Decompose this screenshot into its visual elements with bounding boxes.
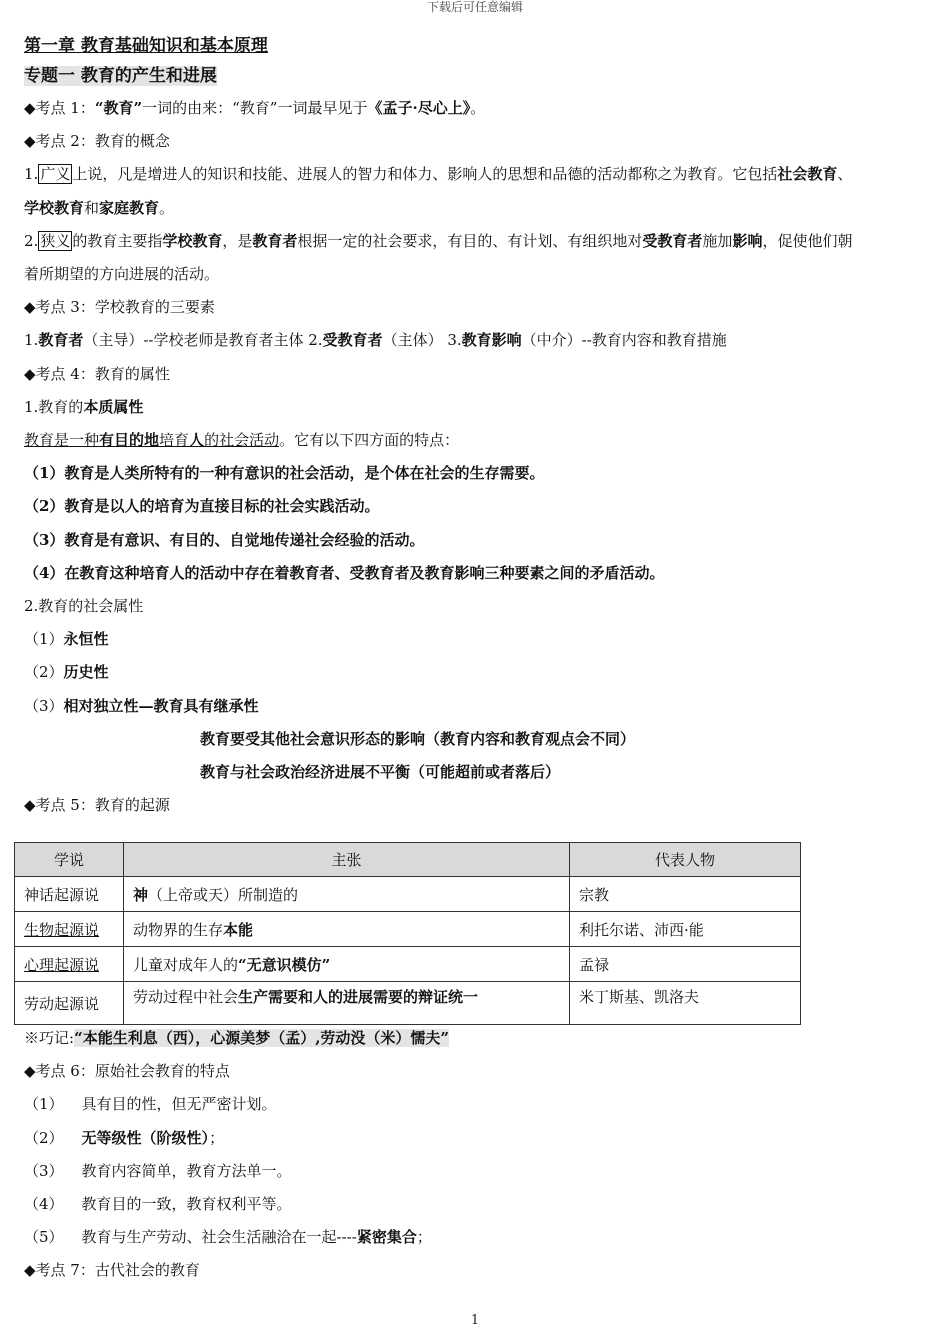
chapter-title: 第一章 教育基础知识和基本原理 [24,36,268,56]
after-table-section [24,1022,929,1288]
primitive-item-4: （4） 教育目的一致，教育权利平等。 [24,1195,292,1214]
primitive-item-3: （3） 教育内容简单，教育方法单一。 [24,1161,292,1180]
point-3-heading: ◆考点 3：学校教育的三要素 [24,298,215,317]
theory-cell: 劳动起源说 [15,982,124,1025]
page-header: 下载后可任意编辑 [426,0,523,14]
feature-2: （2）教育是以人的培育为直接目标的社会实践活动。 [24,497,380,516]
table-header-row [15,843,801,877]
header-people: 代表人物 [570,843,801,877]
table-row [15,982,801,1025]
table-row [15,947,801,982]
primitive-item-1: （1） 具有目的性，但无严密计划。 [24,1095,277,1114]
primitive-item-5: （5） 教育与生产劳动、社会生活融洽在一起----紧密集合； [24,1228,432,1247]
feature-1: （1）教育是人类所特有的一种有意识的社会活动，是个体在社会的生存需要。 [24,464,545,483]
origin-theories-table [14,842,801,1025]
people-cell: 宗教 [570,877,801,912]
narrow-definition-cont: 着所期望的方向进展的活动。 [24,265,220,284]
primitive-item-2: （2） 无等级性（阶级性）； [24,1128,225,1147]
document-page [24,32,929,1280]
education-definition: 教育是一种有目的地培育人的社会活动。它有以下四方面的特点： [24,431,460,450]
social-attr-3-detail-2: 教育与社会政治经济进展不平衡（可能超前或者落后） [200,763,561,782]
social-attr-2: （2）历史性 [24,663,109,682]
social-attr-3: （3）相对独立性—教育具有继承性 [24,696,259,715]
topic-title: 专题一 教育的产生和进展 [24,66,217,86]
header-claim: 主张 [124,843,570,877]
social-attr-3-detail-1: 教育要受其他社会意识形态的影响（教育内容和教育观点会不同） [200,729,636,748]
point-6-heading: ◆考点 6：原始社会教育的特点 [24,1062,230,1081]
essential-attribute: 1.教育的本质属性 [24,397,144,416]
broad-definition: 1. 广义 上说，凡是增进人的知识和技能、进展人的智力和体力、影响人的思想和品德的活动都称之为教育。它包括社会教育、 [24,165,853,184]
claim-cell: 动物界的生存本能 [124,912,570,947]
claim-cell: 神（上帝或天）所制造的 [124,877,570,912]
table-row [15,912,801,947]
mnemonic: ※巧记:“本能生利息（西），心源美梦（孟）,劳动没（米）懦夫” [24,1029,450,1047]
three-elements: 1.教育者（主导）--学校老师是教育者主体 2.受教育者（主体） 3.教育影响（中介）--教育内容和教育措施 [24,331,727,350]
people-cell: 孟禄 [570,947,801,982]
claim-cell: 儿童对成年人的“无意识模仿” [124,947,570,982]
theory-cell: 心理起源说 [15,947,124,982]
page-number: 1 [470,1313,480,1328]
point-1: ◆考点 1：“教育”一词的由来：“教育”一词最早见于《孟子·尽心上》。 [24,99,486,117]
header-theory: 学说 [15,843,124,877]
point-5-heading: ◆考点 5：教育的起源 [24,796,170,815]
broad-definition-cont: 学校教育和家庭教育。 [24,198,175,217]
theory-cell: 神话起源说 [15,877,124,912]
theory-cell: 生物起源说 [15,912,124,947]
narrow-definition: 2. 狭义 的教育主要指学校教育，是教育者根据一定的社会要求，有目的、有计划、有组织地对受教育者施加影响，促使他们朝 [24,231,853,250]
point-2-heading: ◆考点 2：教育的概念 [24,132,170,151]
people-cell: 米丁斯基、凯洛夫 [570,982,801,1025]
people-cell: 利托尔诺、沛西·能 [570,912,801,947]
point-7-heading: ◆考点 7：古代社会的教育 [24,1261,200,1280]
feature-4: （4）在教育这种培育人的活动中存在着教育者、受教育者及教育影响三种要素之间的矛盾活动。 [24,563,665,582]
social-attr-1: （1）永恒性 [24,630,109,649]
social-attribute-heading: 2.教育的社会属性 [24,597,144,616]
point-4-heading: ◆考点 4：教育的属性 [24,364,170,383]
table-row [15,877,801,912]
feature-3: （3）教育是有意识、有目的、自觉地传递社会经验的活动。 [24,530,425,549]
claim-cell: 劳动过程中社会生产需要和人的进展需要的辩证统一 [124,982,570,1025]
